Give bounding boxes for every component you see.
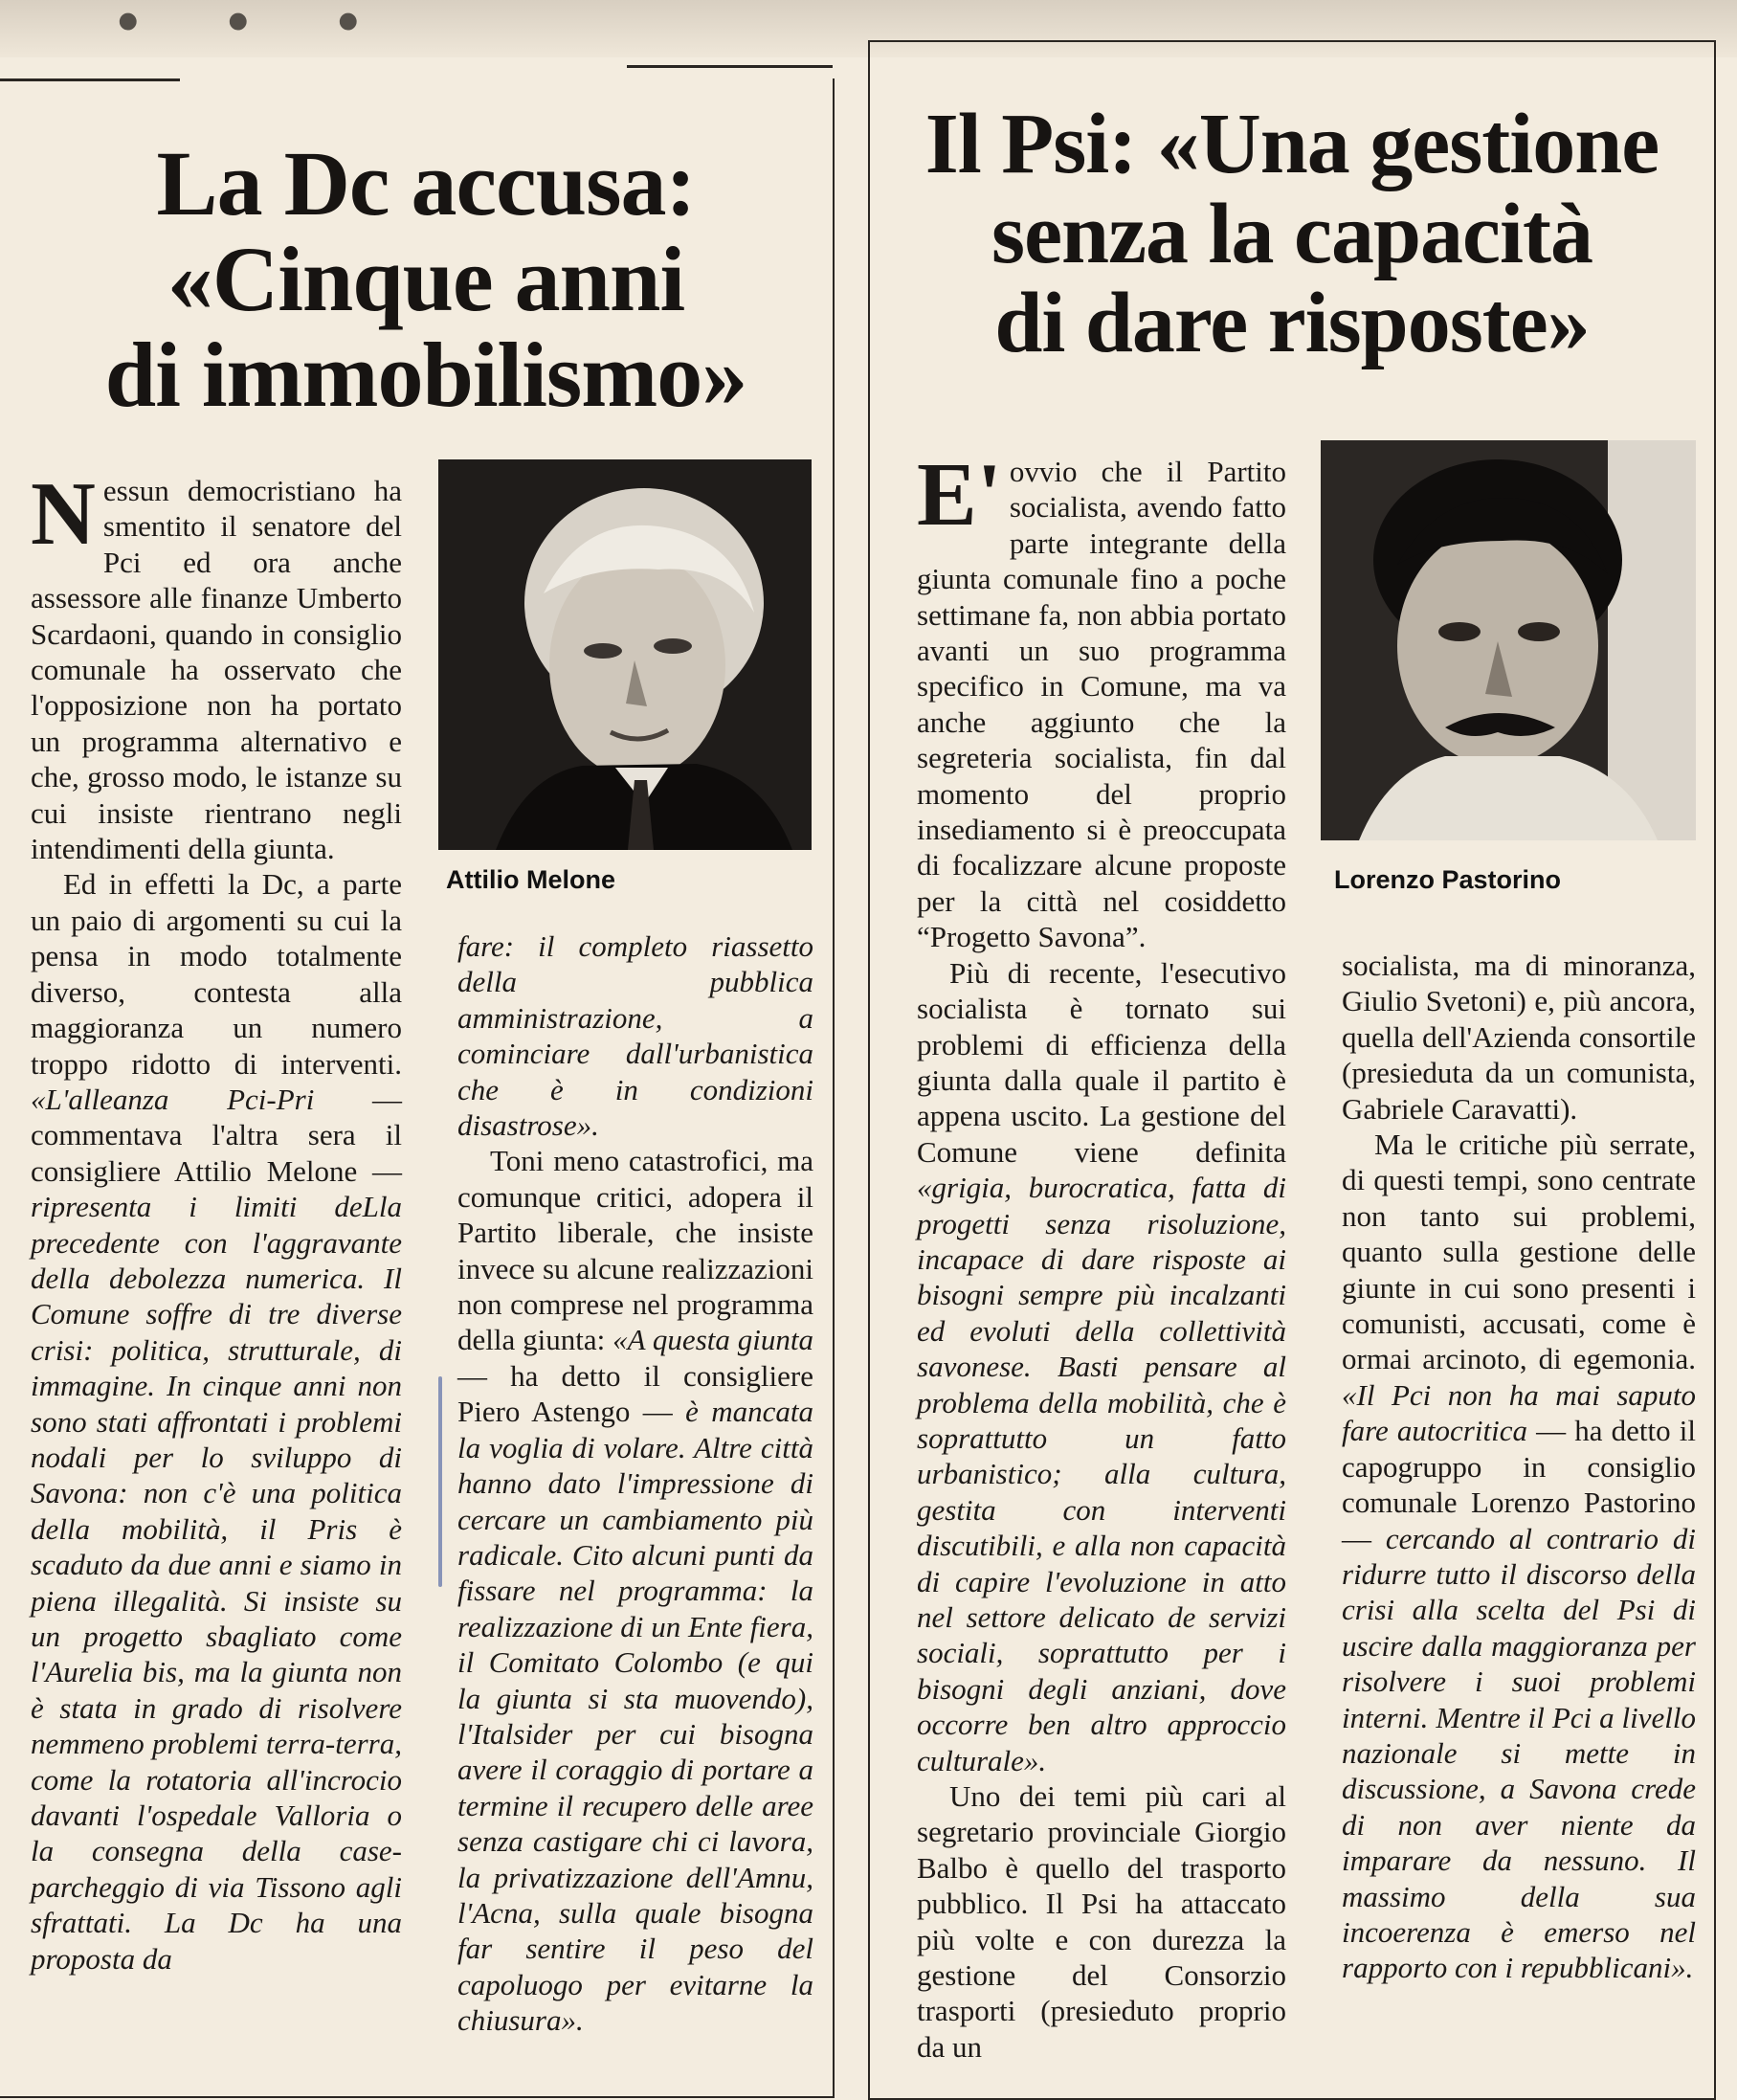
- right-col2-attribution: — ha detto il capogruppo in consiglio comunale Lorenzo Pastorino —: [1342, 1414, 1696, 1555]
- left-col1-attribution: — commentava l'altra sera il consigliere Attilio Melone —: [31, 1082, 402, 1188]
- left-headline-line-2: «Cinque anni: [167, 227, 685, 330]
- right-col1-p1: ovvio che il Partito socialista, avendo fatto parte integrante della giunta comunale fino a poche settimane fa, non abbia portato avanti un suo programma specifico in Comune, ma va anche aggiunto che la segreteria socialista, fin dal momento del proprio insediamento si è preoccupata di focalizzare alcune proposte per la città nel cosiddetto “Progetto Savona”.: [917, 455, 1286, 954]
- left-col-1: [31, 464, 402, 1977]
- left-col1-quote-rest: ripresenta i limiti deLla precedente con l'aggravante della debolezza numerica. Il Comune soffre di tre diverse crisi: politica, strutturale, di immagine. In cinque anni non sono stati affrontati i problemi nodali per lo sviluppo di Savona: non c'è una politica della mobilità, il Pris è scaduto da due anni e siamo in piena illegalità. Si insiste su un progetto sbagliato come l'Aurelia bis, ma la giunta non è stata in grado di risolvere nemmeno problemi terra-terra, come la rotatoria all'incrocio davanti l'ospedale Valloria o la consegna della case-parcheggio di via Tissono agli sfrattati. La Dc ha una proposta da: [31, 1190, 402, 1976]
- left-col2-quote-rest: è mancata la voglia di volare. Altre città hanno dato l'impressione di cercare un cambiamento più radicale. Cito alcuni punti da fissare nel programma: la realizzazione di un Ente fiera, il Comitato Colombo (e qui la giunta si sta muovendo), l'Italsider per cui bisogna avere il coraggio di portare a termine il recupero delle aree senza castigare chi ci lavora, la privatizzazione dell'Amnu, l'Acna, sulla quale bisogna far sentire il peso del capoluogo per evitarne la chiusura».: [457, 1395, 813, 2038]
- right-col1-p3: Uno dei temi più cari al segretario provinciale Giorgio Balbo è quello del trasporto pubblico. Il Psi ha attaccato più volte e con durezza la gestione del Consorzio trasporti (presieduto proprio da un: [917, 1779, 1286, 2064]
- left-col1-p2: Ed in effetti la Dc, a parte un paio di argomenti su cui la pensa in modo totalmente diverso, contesta alla maggioranza un numero troppo ridotto di interventi.: [31, 867, 402, 1081]
- photo-caption-pastorino: Lorenzo Pastorino: [1334, 865, 1562, 894]
- left-top-rule-b: [627, 65, 833, 68]
- dropcap-e: E': [917, 445, 1002, 545]
- right-col2-quote-rest: cercando al contrario di ridurre tutto il discorso della crisi alla scelta del Psi di uscire dalla maggioranza per risolvere i suoi problemi interni. Mentre il Pci a livello nazionale si mette in discussione, a Savona crede di non aver niente da imparare da nessuno. Il massimo della sua incoerenza è emerso nel rapporto con i repubblicani».: [1342, 1521, 1697, 1985]
- right-col1-p2: Più di recente, l'esecutivo socialista è tornato sui problemi di efficienza della giunta dalla quale il partito è appena uscito. La gestione del Comune viene definita: [917, 955, 1286, 1169]
- left-headline-line-1: La Dc accusa:: [156, 132, 696, 235]
- left-col2-p2: Toni meno catastrofici, ma comunque critici, adopera il Partito liberale, che insiste invece su alcune realizzazioni non comprese nel programma della giunta:: [457, 1144, 813, 1357]
- right-col-2: [1342, 948, 1696, 1986]
- left-col2-attribution: — ha detto il consigliere Piero Astengo —: [457, 1358, 813, 1429]
- right-headline-line-1: Il Psi: «Una gestione: [924, 97, 1659, 191]
- portrait-melone-illustration: [438, 459, 812, 850]
- left-headline-line-3: di immobilismo»: [104, 323, 747, 426]
- right-headline: [890, 97, 1694, 371]
- left-col1-quote-start: «L'alleanza Pci-Pri: [31, 1082, 315, 1116]
- right-col2-p2: Ma le critiche più serrate, di questi tempi, sono centrate non tanto sui problemi, quanto sulla gestione delle giunte in cui sono presenti i comunisti, accusati, come è ormai arcinoto, di egemonia.: [1342, 1128, 1696, 1376]
- left-col1-p1: essun democristiano ha smentito il senatore del Pci ed ora anche assessore alle finanze Umberto Scardaoni, quando in consiglio comunale ha osservato che l'opposizione non ha portato un programma alternativo e che, grosso modo, le istanze su cui insiste rientrano negli intendimenti della giunta.: [31, 474, 402, 866]
- right-col2-quote-start: «Il Pci non ha mai saputo fare autocritica: [1342, 1377, 1696, 1448]
- photo-caption-melone: Attilio Melone: [446, 865, 615, 894]
- photo-lorenzo-pastorino: [1321, 440, 1696, 840]
- pen-mark: [438, 1376, 442, 1587]
- right-headline-line-3: di dare risposte»: [994, 276, 1590, 371]
- photo-attilio-melone: [438, 459, 812, 850]
- right-headline-line-2: senza la capacità: [991, 186, 1592, 281]
- dropcap-n: N: [31, 464, 96, 564]
- right-col1-quote: «grigia, burocratica, fatta di progetti senza risoluzione, incapace di dare risposte ai bisogni sempre più incalzanti ed evoluti della collettività savonese. Basti pensare al problema della mobilità, che è soprattutto un fatto urbanistico; alla cultura, gestita con interventi discutibili, e alla non capacità di capire l'evoluzione in atto nel settore delicato de servizi sociali, soprattutto per i bisogni degli anziani, dove occorre ben altro approccio culturale».: [917, 1171, 1286, 1777]
- right-col2-p1: socialista, ma di minoranza, Giulio Svetoni) e, più ancora, quella dell'Azienda consortile (presieduta da un comunista, Gabriele Caravatti).: [1342, 949, 1696, 1126]
- portrait-pastorino-illustration: [1321, 440, 1696, 840]
- left-col-2: [457, 928, 813, 2039]
- left-col2-quote-start: «A questa giunta: [612, 1323, 813, 1357]
- left-headline: [38, 132, 813, 426]
- left-col2-p1: fare: il completo riassetto della pubblica amministrazione, a cominciare dall'urbanistica che è in condizioni disastrose».: [457, 929, 813, 1143]
- right-col-1: [917, 445, 1286, 2065]
